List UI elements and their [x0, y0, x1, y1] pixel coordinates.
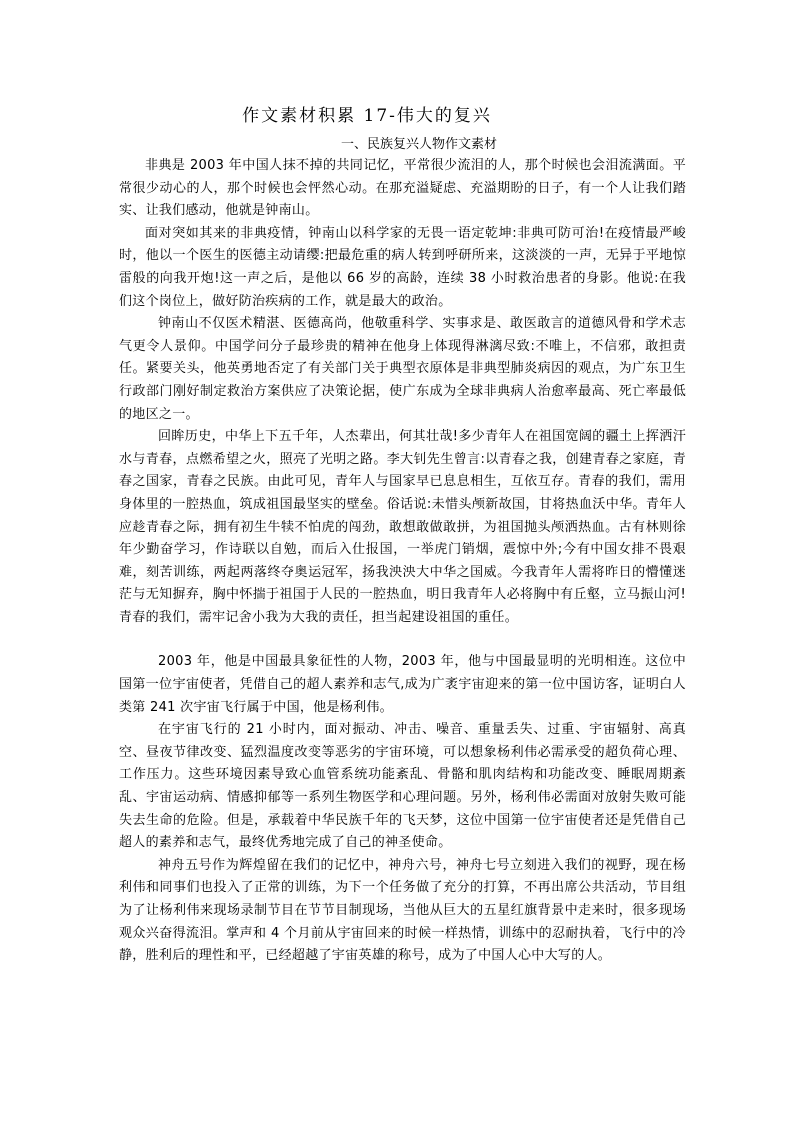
paragraph-zhong-nanshan-response: 面对突如其来的非典疫情，钟南山以科学家的无畏一语定乾坤:非典可防可治!在疫情最严峻时，他以一个医生的医德主动请缨:把最危重的病人转到呼研所来，这淡淡的一声，无异于平地惊雷般的向我开炮!这一声之后，是他以 66 岁的高龄，连续 38 小时救治患者的身影。他说:在我们这个岗位上，做好防治疾病的工作，就是最大的政治。 [119, 225, 686, 309]
document-title-text: 作文素材积累 17-伟大的复兴 [242, 106, 492, 126]
paragraph-yang-liwei-intro: 2003 年，他是中国最具象征性的人物，2003 年，他与中国最显明的光明相连。这位中国第一位宇宙使者，凭借自己的超人素养和志气,成为广袤宇宙迎来的第一位中国访客，证明白人类第 241 次宇宙飞行属于中国，他是杨利伟。 [119, 654, 686, 715]
paragraph-sars-memory: 非典是 2003 年中国人抹不掉的共同记忆，平常很少流泪的人，那个时候也会泪流满面。平常很少动心的人，那个时候也会怦然心动。在那充溢疑虑、充溢期盼的日子，有一个人让我们踏实、让我们感动，他就是钟南山。 [119, 158, 686, 219]
paragraph-space-flight: 在宇宙飞行的 21 小时内，面对振动、冲击、噪音、重量丢失、过重、宇宙辐射、高真空、昼夜节律改变、猛烈温度改变等恶劣的宇宙环境，可以想象杨利伟必需承受的超负荷心理、工作压力。这些环境因素导致心血管系统功能紊乱、骨骼和肌肉结构和功能改变、睡眠周期紊乱、宇宙运动病、情感抑郁等一系列生物医学和心理问题。另外，杨利伟必需面对放射失败可能失去生命的危险。但是，承载着中华民族千年的飞天梦，这位中国第一位宇宙使者还是凭借自己超人的素养和志气，最终优秀地完成了自己的神圣使命。 [119, 722, 686, 851]
paragraph-zhong-nanshan-character: 钟南山不仅医术精湛、医德高尚，他敬重科学、实事求是、敢医敢言的道德风骨和学术志气更令人景仰。中国学问分子最珍贵的精神在他身上体现得淋漓尽致:不唯上，不信邪，敢担责任。紧要关头，他英勇地否定了有关部门关于典型衣原体是非典型肺炎病因的观点，为广东卫生行政部门刚好制定救治方案供应了决策论据，使广东成为全球非典病人治愈率最高、死亡率最低的地区之一。 [119, 316, 686, 422]
paragraph-shenzhou: 神舟五号作为辉煌留在我们的记忆中，神舟六号，神舟七号立刻进入我们的视野，现在杨利伟和同事们也投入了正常的训练，为下一个任务做了充分的打算，不再出席公共活动，节目组为了让杨利伟来现场录制节目在节节目制现场，当他从巨大的五星红旗背景中走来时，很多现场观众兴奋得流泪。掌声和 4 个月前从宇宙回来的时候一样热情，训练中的忍耐执着，飞行中的冷静，胜利后的理性和平，已经超越了宇宙英雄的称号，成为了中国人心中大写的人。 [119, 857, 686, 964]
section-heading-text: 一、民族复兴人物作文素材 [340, 137, 497, 152]
document-title [0, 104, 794, 128]
document-body [119, 155, 686, 968]
paragraph-youth-history: 回眸历史，中华上下五千年，人杰辈出，何其壮哉!多少青年人在祖国宽阔的疆土上挥洒汗水与青春，点燃希望之火，照亮了光明之路。李大钊先生曾言:以青春之我，创建青春之家庭，青春之国家，青春之民族。由此可见，青年人与国家早已息息相生，互依互存。青春的我们，需用身体里的一腔热血，筑成祖国最坚实的壁垒。俗话说:未惜头颅新故国，甘将热血沃中华。青年人应趁青春之际，拥有初生牛犊不怕虎的闯劲，敢想敢做敢拼，为祖国抛头颅洒热血。古有林则徐年少勤奋学习，作诗联以自勉，而后入仕报国，一举虎门销烟，震惊中外;今有中国女排不畏艰难，刻苦训练，两起两落终夺奥运冠军，扬我泱泱大中华之国威。今我青年人需将昨日的懵懂迷茫与无知摒弃，胸中怀揣于祖国于人民的一腔热血，明日我青年人必将胸中有丘壑，立马振山河!青春的我们，需牢记舍小我为大我的责任，担当起建设祖国的重任。 [119, 429, 686, 625]
section-heading [0, 136, 794, 154]
